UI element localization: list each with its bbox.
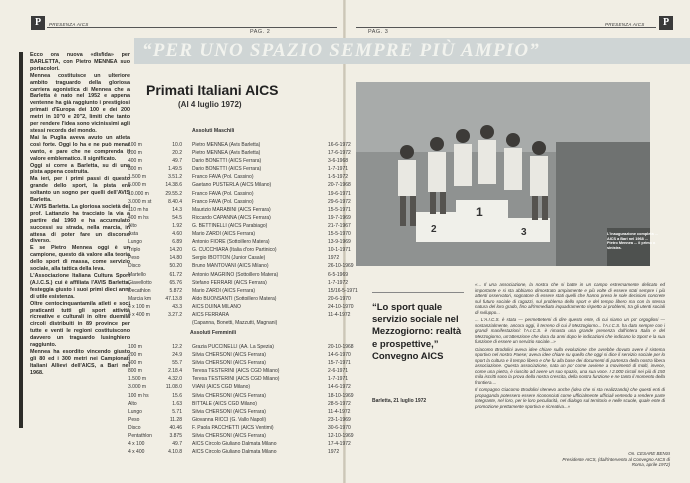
- record-row: [128, 198, 353, 206]
- record-value: 5.71: [172, 408, 182, 415]
- record-date: 20-10-1968: [328, 344, 354, 350]
- left-article: [30, 52, 130, 377]
- record-value: 54.5: [172, 214, 182, 221]
- right-paragraph: Il compagno Giacomo Brodolini ritenevo anche (idea che si sta realizzando) che questi enti di propaganda potessero essere riconosciuti come ufficialmente ufficiali vertendo a rendere parte integrante, nel loro, per le loro peculiarità, nel dialogo sul territorio e nelle scuole, quale ente di promozione prettamente sportiva e ricreativa...»: [475, 387, 665, 409]
- podium-photo-image: [356, 82, 650, 266]
- record-value: 43.3: [172, 303, 182, 310]
- record-date: 15-5-1971: [328, 206, 351, 213]
- records-title: Primati Italiani AICS: [146, 82, 279, 98]
- record-event: Marcia km: [128, 295, 152, 302]
- record-event: Martello: [128, 271, 146, 278]
- record-date: 19-6-1971: [328, 190, 351, 197]
- record-athlete: AICS DUINA MILANO: [192, 303, 241, 310]
- signature-role: Presidente AICS, (dall'intervento al Convegno AICS di Roma, aprile 1972): [562, 456, 670, 467]
- record-value: 61.72: [169, 271, 182, 278]
- record-row: [128, 230, 353, 238]
- record-event: 800 m: [128, 368, 142, 375]
- left-paragraph: Mai la Puglia aveva avuto un atleta così forte. Oggi lo ha e ne può menar vanto, e pare che ne comprenda il valore emblematico. Il significato.: [30, 134, 130, 162]
- podium-photo: [356, 82, 658, 266]
- record-row: [128, 287, 358, 295]
- record-athlete: Pietro MENNEA (Avis Barletta): [192, 150, 261, 157]
- record-event: Decathlon: [128, 287, 151, 294]
- page-number-left: PAG. 2: [250, 29, 271, 35]
- quote-place: Barletta, 21 luglio 1972: [372, 398, 427, 404]
- record-value: 5.872: [169, 287, 182, 294]
- left-paragraph: Oggi si corre a Barletta, su di una pista appena costruita.: [30, 162, 130, 176]
- record-value: 3.875: [169, 433, 182, 440]
- record-value: 50.20: [169, 263, 182, 270]
- record-value: 47.13.8: [165, 295, 182, 302]
- record-date: 26-10-1969: [328, 263, 354, 270]
- record-value: 29.55.2: [165, 190, 182, 197]
- record-event: Asta: [128, 231, 139, 238]
- header-rule-right: [356, 27, 656, 28]
- record-row: [128, 141, 353, 149]
- record-date: 18-10-1969: [328, 392, 354, 399]
- record-value: 4.60: [172, 231, 182, 238]
- left-paragraph: Ma ieri, per i primi passi di questo grande dello sport, la pista era soltanto un sogno per quelli dell'AVIS Barletta.: [30, 176, 130, 204]
- record-athlete: Mario ZARDI (AICS Ferrara): [192, 231, 256, 238]
- record-value: 1.92: [172, 222, 182, 229]
- record-date: 12-10-1969: [328, 433, 354, 440]
- record-date: 14-6-1970: [328, 352, 351, 359]
- record-athlete: Franco FAVA (Pol. Cassino): [192, 174, 254, 181]
- record-event: Peso: [128, 255, 140, 262]
- women-heading: Assoluti Femminili: [190, 330, 237, 336]
- right-paragraph: Giacomo Brodolini aveva idee chiare sulla evoluzione che avrebbe dovuto avere il sistema sportivo nel nostro Paese; aveva idee chiare su quello che oggi si dice il servizio sociale per lo sport la cultura e il tempo libero e che fu alla base dei documenti di partenza della nostra libera associazione. Questa associazione, nata un po' come avviene a movimenti di molti, invece, come una pietra, è riuscito ad avere un suo spazio, una sua voce. I 2.000 circoli nei più di 150 mila iscritti sono la prova della nostra crescita, della nostra funzione e ne tanto il momento della frontiera....: [475, 346, 665, 385]
- record-value: 24.9: [172, 352, 182, 359]
- record-row: [128, 343, 353, 351]
- record-athlete: Silvia CHERSONI (AICS Ferrara): [192, 392, 266, 399]
- record-value: 20.2: [172, 150, 182, 157]
- record-athlete: Franco FAVA (Pol. Cassino): [192, 190, 254, 197]
- record-value: 6.89: [172, 239, 182, 246]
- record-date: 29-6-1972: [328, 198, 351, 205]
- record-athlete: AICS FERRARA: [192, 311, 229, 318]
- record-date: 14-6-1972: [328, 384, 351, 391]
- record-row: [128, 238, 353, 246]
- quote-body: “Lo sport quale servizio sociale nel Mezzogiorno: realtà e prospettive,”: [372, 302, 462, 350]
- quote-event: Convegno AICS: [372, 350, 444, 362]
- record-row: [128, 400, 353, 408]
- record-event: Alto: [128, 222, 137, 229]
- record-event: 100 m hs: [128, 392, 149, 399]
- record-row: [128, 254, 353, 262]
- svg-text:3: 3: [521, 227, 527, 238]
- record-event: 800 m: [128, 166, 142, 173]
- record-athlete: Aldo BUONSANTI (Sottoillero Matera): [192, 295, 277, 302]
- women-records-table: [128, 343, 353, 456]
- record-date: 20-7-1968: [328, 182, 351, 189]
- record-value: 10.0: [172, 142, 182, 148]
- record-event: 4 x 100 m: [128, 303, 150, 310]
- record-date: 17-6-1972: [328, 150, 351, 157]
- record-row: [128, 359, 353, 367]
- record-date: 24-10-1970: [328, 303, 354, 310]
- record-date: 30-6-1970: [328, 424, 351, 431]
- record-event: 5.000 m: [128, 182, 147, 189]
- record-value: 1.63: [172, 400, 182, 407]
- record-date: 1972: [328, 255, 340, 262]
- quote-rule: [372, 292, 464, 293]
- record-value: 4.10.8: [168, 449, 182, 456]
- record-date: 16-6-1972: [328, 142, 351, 148]
- record-event: 1.500 m: [128, 174, 147, 181]
- record-date: 6-5-1969: [328, 271, 349, 278]
- record-date: 15/16-5-1971: [328, 287, 358, 294]
- record-athlete: AICS Circolo Giuliano Dalmata Milano: [192, 449, 277, 456]
- signature-name: On. CESARE BENSI: [628, 451, 670, 456]
- record-value: 2.18.4: [168, 368, 182, 375]
- record-athlete: Franco FAVA (Pol. Cassino): [192, 198, 254, 205]
- record-row: [128, 367, 353, 375]
- record-date: 1-7-1971: [328, 376, 349, 383]
- record-event: 200 m: [128, 352, 142, 359]
- record-event: 200 m: [128, 150, 142, 157]
- record-value: 14.80: [169, 255, 182, 262]
- record-date: 28-5-1972: [328, 400, 351, 407]
- record-athlete: Silvia CHERSONI (AICS Ferrara): [192, 433, 266, 440]
- record-date: 15-5-1970: [328, 231, 351, 238]
- record-date: 17-4-1972: [328, 441, 351, 448]
- record-value: 14.38.6: [165, 182, 182, 189]
- record-row: [128, 424, 353, 432]
- record-athlete: Riccardo CAPANNA (AICS Ferrara): [192, 214, 271, 221]
- record-row: [128, 408, 353, 416]
- record-row: [128, 246, 353, 254]
- records-subtitle: (Al 4 luglio 1972): [178, 100, 242, 109]
- quote-text: [372, 302, 464, 363]
- record-event: 100 m: [128, 344, 142, 350]
- record-athlete: Silvia CHERSONI (AICS Ferrara): [192, 360, 266, 367]
- record-athlete: Bruno MANTOVANI (AICS Milano): [192, 263, 269, 270]
- header-rule-left: [47, 27, 337, 28]
- record-event: Lungo: [128, 239, 142, 246]
- record-date: 19-7-1969: [328, 214, 351, 221]
- record-athlete: F. Paola PACCHETTI (AICS Ventimi): [192, 424, 274, 431]
- svg-text:2: 2: [431, 224, 437, 235]
- record-event: 400 m: [128, 360, 142, 367]
- record-athlete: Gaetano PUSTERLA (AICS Milano): [192, 182, 272, 189]
- record-event: Triplo: [128, 247, 141, 254]
- record-row: [128, 173, 353, 181]
- signature: [560, 451, 670, 468]
- record-row: [128, 303, 353, 311]
- record-value: 14.3: [172, 206, 182, 213]
- record-value: 11.08.0: [165, 384, 182, 391]
- left-paragraph: L'AVIS Barletta. La gloriosa società del prof. Lattanzio ha tracciato la via a partire dal 1960 e ha accumulato successi su strada, nella marcia, in attesa di poter fare un discorso diverso.: [30, 203, 130, 245]
- record-athlete: (Capanna, Bonetti, Mazzutti, Magnani): [192, 320, 278, 327]
- record-event: Peso: [128, 416, 140, 423]
- record-athlete: Giovanna RICCI (G. Vallo Napoli): [192, 416, 267, 423]
- record-row: [128, 319, 353, 327]
- record-athlete: Sergio IBOTTON (Junior Casale): [192, 255, 266, 262]
- record-athlete: VIANI (AICS CGD Milano): [192, 384, 251, 391]
- record-row: [128, 383, 353, 391]
- record-event: 3.000 m: [128, 384, 147, 391]
- record-row: [128, 311, 353, 319]
- record-event: 100 m: [128, 142, 142, 148]
- record-row: [128, 262, 353, 270]
- record-athlete: Silvia CHERSONI (AICS Ferrara): [192, 352, 266, 359]
- record-athlete: Dario BONETTI (AICS Ferrara): [192, 158, 262, 165]
- record-value: 12.2: [172, 344, 182, 350]
- record-value: 11.28: [169, 416, 182, 423]
- record-event: Alto: [128, 400, 137, 407]
- publication-name-left: PRESENZA AICS: [49, 22, 89, 27]
- record-date: 10-1-1971: [328, 247, 351, 254]
- record-athlete: AICS Circolo Giuliano Dalmata Milano: [192, 441, 277, 448]
- record-athlete: Teresa TESTERINI (AICS CGD Milano): [192, 368, 280, 375]
- record-row: [128, 440, 353, 448]
- record-value: 3.27.2: [168, 311, 182, 318]
- left-paragraph: Mennea ha esordito vincendo giusto gli 80 ed i 300 metri nei Campionati Italiani Allievi dell'AICS, a Bari nel 1968.: [30, 348, 130, 376]
- record-value: 1.49.5: [168, 166, 182, 173]
- record-event: 400 m hs: [128, 214, 149, 221]
- record-athlete: Silvia CHERSONI (AICS Ferrara): [192, 408, 266, 415]
- record-event: 4 x 100: [128, 441, 145, 448]
- record-row: [128, 295, 353, 303]
- left-paragraph: E se Pietro Mennea oggi è un campione, questo dà valore alla teoria dello sport di massa, come servizio sociale, alla tattica della leva.: [30, 245, 130, 273]
- record-event: Giavellotto: [128, 279, 152, 286]
- record-row: [128, 165, 353, 173]
- left-paragraph: Mennea costituisce un ulteriore ambito traguardo della gloriosa carriera agonistica di Mennea che a Barletta è nato nel 1952 e appena ventenne ha già raggiunto i prestigiosi primati d'Europa dei 100 e dei 200 metri in 10"0 e 20"2, limiti che tanto per rendere l'idea sono vicinissimi agli stessi records del mondo.: [30, 72, 130, 134]
- record-athlete: G. BETTINELLI (AICS Parabiago): [192, 222, 268, 229]
- record-date: 1-7-1971: [328, 166, 349, 173]
- record-value: 49.7: [172, 158, 182, 165]
- publication-logo-left: P: [31, 16, 45, 30]
- page-number-right: PAG. 3: [368, 29, 389, 35]
- record-row: [128, 416, 353, 424]
- left-paragraph: Ecco ora nuova «disfida» per BARLETTA, con Pietro MENNEA suo portacolori.: [30, 52, 130, 72]
- record-value: 3.51.2: [168, 174, 182, 181]
- record-athlete: Pietro MENNEA (Avis Barletta): [192, 142, 261, 148]
- record-value: 4.32.0: [168, 376, 182, 383]
- record-date: 3-6-1968: [328, 158, 349, 165]
- record-row: [128, 157, 353, 165]
- record-athlete: Mario ZARDI (AICS Ferrara): [192, 287, 256, 294]
- record-value: 65.76: [169, 279, 182, 286]
- record-athlete: G. CUCCHIARA (Italia d'oro Partinico): [192, 247, 277, 254]
- record-row: [128, 448, 353, 456]
- record-date: 1972: [328, 449, 340, 456]
- record-event: 4 x 400 m: [128, 311, 150, 318]
- record-row: [128, 190, 353, 198]
- headline-text: “PER UNO SPAZIO SEMPRE PIÙ AMPIO”: [142, 40, 541, 61]
- record-date: 11-4-1972: [328, 311, 351, 318]
- record-date: 1-5-1972: [328, 174, 349, 181]
- record-date: 23-1-1969: [328, 416, 351, 423]
- record-value: 40.46: [169, 424, 182, 431]
- record-athlete: Antonio MAGRINO (Sottoillero Matera): [192, 271, 279, 278]
- record-row: [128, 392, 353, 400]
- record-athlete: Antonio FIORE (Sottoillero Matera): [192, 239, 270, 246]
- svg-text:1: 1: [476, 205, 483, 219]
- record-date: 13-9-1969: [328, 239, 351, 246]
- record-row: [128, 271, 353, 279]
- publication-name-right: PRESENZA AICS: [605, 22, 645, 27]
- record-event: Disco: [128, 263, 141, 270]
- record-row: [128, 214, 353, 222]
- record-date: 11-4-1972: [328, 408, 351, 415]
- record-event: Disco: [128, 424, 141, 431]
- record-event: 400 m: [128, 158, 142, 165]
- record-athlete: Teresa TESTERINI (AICS CGD Milano): [192, 376, 280, 383]
- record-athlete: Stefano FERRARI (AICS Ferrara): [192, 279, 267, 286]
- record-row: [128, 181, 353, 189]
- column-bar: [19, 52, 23, 428]
- record-row: [128, 279, 353, 287]
- men-records-table: [128, 141, 358, 327]
- record-row: [128, 149, 353, 157]
- record-date: 1-7-1972: [328, 279, 349, 286]
- record-date: 20-6-1970: [328, 295, 351, 302]
- record-event: 1.500 m: [128, 376, 147, 383]
- record-value: 8.40.4: [168, 198, 182, 205]
- right-paragraph: ... L'A.I.C.S. è stata — permettetemi di dire questo ente, di cui siamo un po' orgogliosi — sostanzialmente, ancora oggi, il terreno di cui il Mezzogiorno... l'A.I.C.S. ha dato sempre con i grandi manifestazioni: l'A.I.C.S. è rimasta una grande presenza dall'intera Italia e del Mezzogiorno, un'attenzione che dura da anni dopo le indicazioni che indicano lo Sport e la sua funzione di essere un servizio sociale...»: [475, 317, 665, 344]
- men-heading: Assoluti Maschili: [192, 128, 235, 134]
- record-event: Pentathlon: [128, 433, 152, 440]
- record-value: 55.7: [172, 360, 182, 367]
- record-date: 15-7-1971: [328, 360, 351, 367]
- record-date: 2-6-1971: [328, 368, 349, 375]
- record-event: 4 x 400: [128, 449, 145, 456]
- photo-caption: L'inaugurazione completa ... AICS a Bari nel 1968 ... Pietro Mennea ... il primo a sinistra.: [607, 232, 658, 250]
- headline-banner: [134, 38, 690, 64]
- record-athlete: Dario BONETTI (AICS Ferrara): [192, 166, 262, 173]
- right-paragraph: «... Il una associazione, la nostra che si batte in un campo estremamente delicato ed importante e si sta abbiamo dimostrato ampiamente e più volte di essere stati sempre i più attenti osservatori, sognatore di essere stati quelli che hanno preso le sole decisioni concrete sul futuro sociale di ragazzi, sul problema dello sport e del tempo libero ma con la stessa natura del loro grado, fino all'immediato inquadramento rispetto ai problemi, tra gli utenti sociali di sviluppo...: [475, 282, 665, 315]
- record-athlete: BITTALE (AICS CGD Milano): [192, 400, 257, 407]
- record-date: 21-7-1967: [328, 222, 351, 229]
- record-value: 15.6: [172, 392, 182, 399]
- record-value: 14.20: [169, 247, 182, 254]
- record-value: 49.7: [172, 441, 182, 448]
- record-row: [128, 351, 353, 359]
- record-row: [128, 206, 353, 214]
- record-row: [128, 375, 353, 383]
- publication-logo-right: P: [659, 16, 673, 30]
- record-event: 10.000 m: [128, 190, 149, 197]
- record-athlete: Grazia PUCCINELLI (AA. La Spezia): [192, 344, 274, 350]
- left-paragraph: Oltre centocinquantamila atleti e soci praticanti tutti gli sport attività ricreative e culturali in oltre duemila circoli distribuiti in 89 province per tutte e venti le regioni costituiscono davvero un traguardo lusinghiero raggiunto.: [30, 300, 130, 349]
- record-athlete: Maurizio MARABINI (AICS Ferrara): [192, 206, 271, 213]
- left-paragraph: L'Associazione Italiana Cultura Sport (A.I.C.S.) cui è affiliata l'AVIS Barletta, festeggia giusto i suoi primi dieci anni di utile esistenza.: [30, 273, 130, 300]
- record-event: 3.000 m st: [128, 198, 152, 205]
- record-row: [128, 432, 353, 440]
- record-event: 110 m hs: [128, 206, 149, 213]
- record-event: Lungo: [128, 408, 142, 415]
- record-row: [128, 222, 353, 230]
- right-article: [475, 282, 665, 411]
